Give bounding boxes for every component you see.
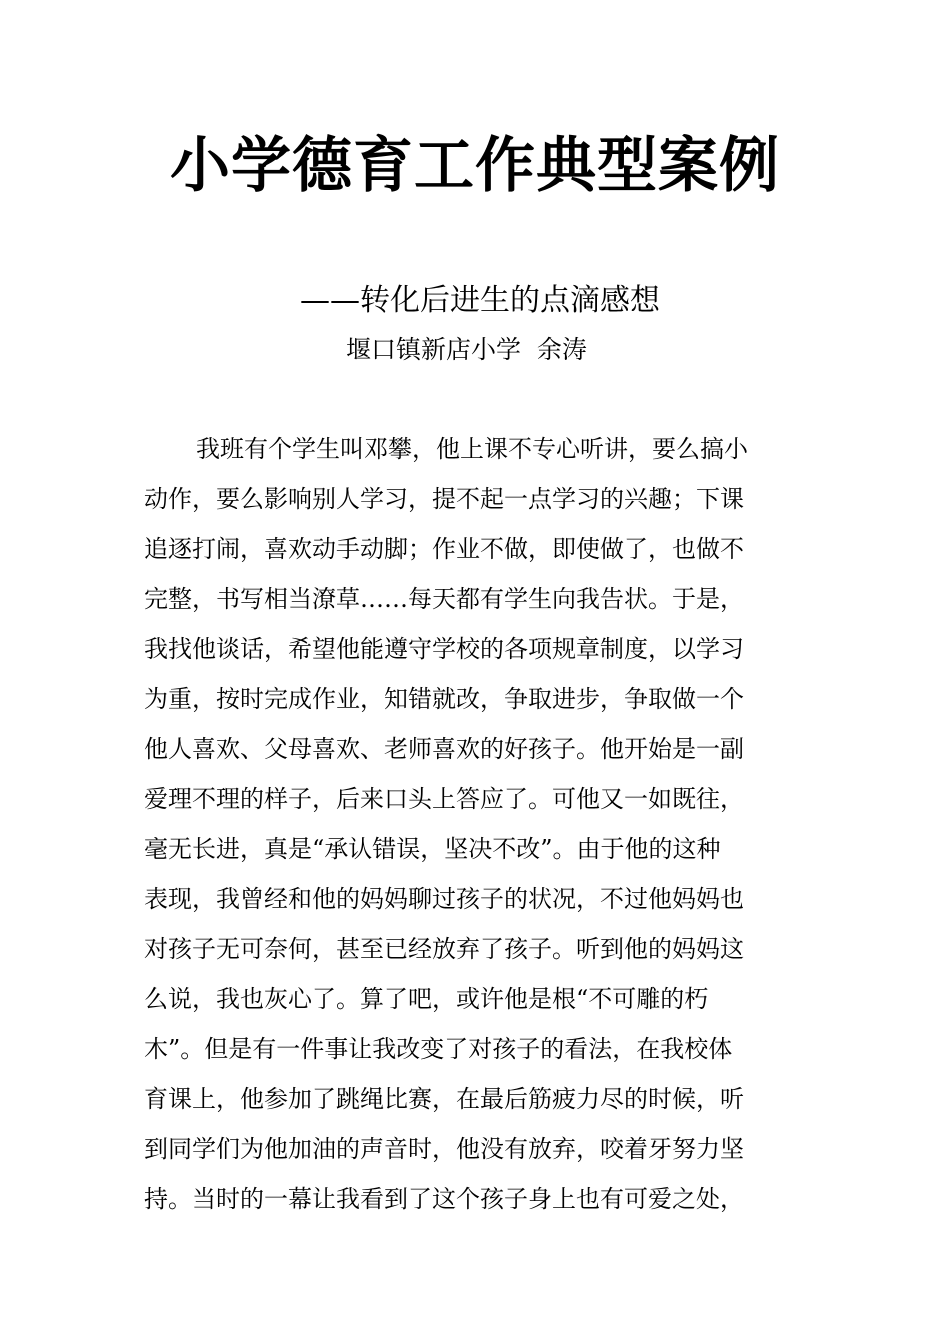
body-line: 么说，我也灰心了。算了吧，或许他是根“不可雕的朽 <box>144 985 709 1013</box>
document-title: 小学德育工作典型案例 <box>170 131 780 201</box>
body-line: 育课上，他参加了跳绳比赛，在最后筋疲力尽的时候，听 <box>144 1085 744 1113</box>
body-line: 他人喜欢、父母喜欢、老师喜欢的好孩子。他开始是一副 <box>144 735 744 763</box>
body-line: 我找他谈话，希望他能遵守学校的各项规章制度，以学习 <box>144 635 744 663</box>
body-line: 持。当时的一幕让我看到了这个孩子身上也有可爱之处， <box>144 1185 744 1213</box>
author-line: 堰口镇新店小学 余涛 <box>346 335 587 364</box>
body-line: 为重，按时完成作业，知错就改，争取进步，争取做一个 <box>144 685 744 713</box>
body-line: 到同学们为他加油的声音时，他没有放弃，咬着牙努力坚 <box>144 1135 744 1163</box>
body-line: 动作，要么影响别人学习，提不起一点学习的兴趣；下课 <box>144 485 744 513</box>
body-line: 表现，我曾经和他的妈妈聊过孩子的状况，不过他妈妈也 <box>144 885 744 913</box>
body-line: 完整，书写相当潦草……每天都有学生向我告状。于是， <box>144 585 744 613</box>
body-paragraph <box>144 424 784 1224</box>
body-line: 毫无长进，真是“承认错误，坚决不改”。由于他的这种 <box>144 835 721 863</box>
body-line: 对孩子无可奈何，甚至已经放弃了孩子。听到他的妈妈这 <box>144 935 744 963</box>
body-line: 追逐打闹，喜欢动手动脚；作业不做，即使做了，也做不 <box>144 535 744 563</box>
body-line: 我班有个学生叫邓攀，他上课不专心听讲，要么搞小 <box>196 435 748 463</box>
body-line: 爱理不理的样子，后来口头上答应了。可他又一如既往， <box>144 785 744 813</box>
body-line: 木”。但是有一件事让我改变了对孩子的看法，在我校体 <box>144 1035 733 1063</box>
document-subtitle: ——转化后进生的点滴感想 <box>300 283 660 318</box>
